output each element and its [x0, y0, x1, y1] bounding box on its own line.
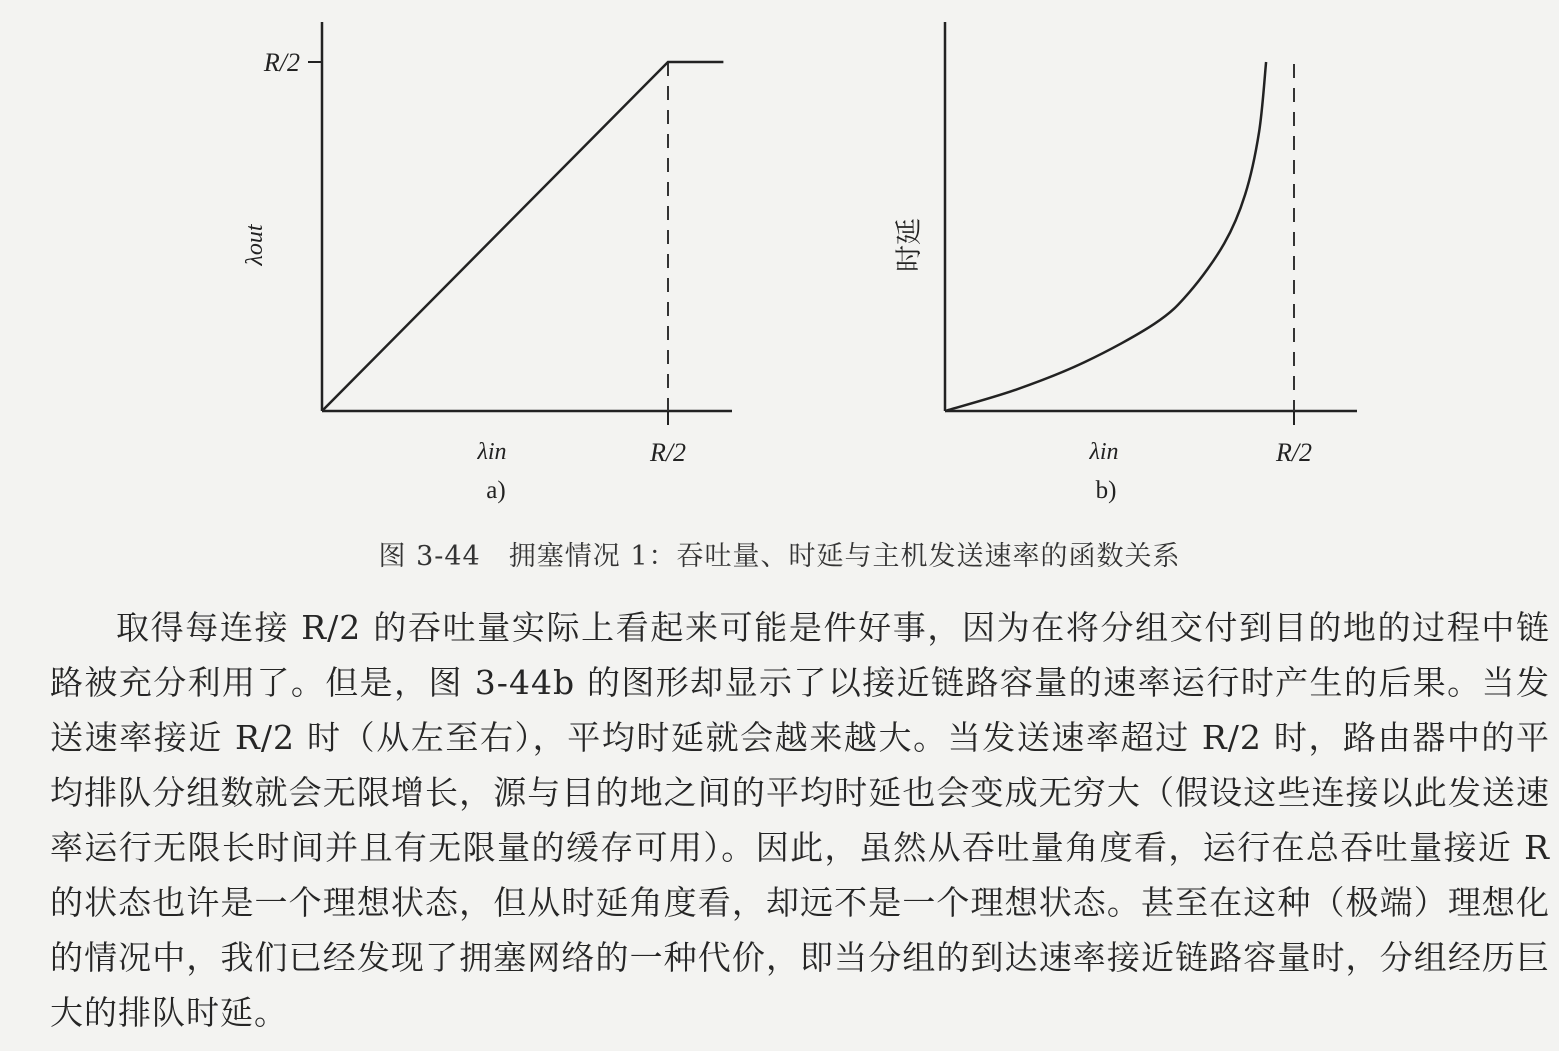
panel-b-ylabel: 时延 [894, 218, 924, 272]
panel-b [894, 22, 1357, 504]
figure-caption [0, 534, 1559, 573]
panel-b-label: b) [1095, 477, 1117, 504]
panel-a-y-tick-label: R/2 [263, 48, 300, 77]
body-paragraph-block [50, 600, 1550, 1040]
figure-caption-text: 拥塞情况 1：吞吐量、时延与主机发送速率的函数关系 [508, 541, 1181, 572]
figure-number: 图 3-44 [378, 541, 481, 572]
panel-b-delay-curve [945, 62, 1266, 411]
body-paragraph: 取得每连接 R/2 的吞吐量实际上看起来可能是件好事，因为在将分组交付到目的地的过程中链路被充分利用了。但是，图 3-44b 的图形却显示了以接近链路容量的速率运行时产生的后果。当发送速率接近 R/2 时（从左至右），平均时延就会越来越大。当发送速率超过 R/2 时，路由器中的平均排队分组数就会无限增长，源与目的地之间的平均时延也会变成无穷大（假设这些连接以此发送速率运行无限长时间并且有无限量的缓存可用）。因此，虽然从吞吐量角度看，运行在总吞吐量接近 R 的状态也许是一个理想状态，但从时延角度看，却远不是一个理想状态。甚至在这种（极端）理想化的情况中，我们已经发现了拥塞网络的一种代价，即当分组的到达速率接近链路容量时，分组经历巨大的排队时延。 [50, 608, 1550, 1032]
panel-a-throughput-line [322, 62, 723, 411]
panel-a-x-tick-label: R/2 [649, 438, 687, 467]
panel-b-xlabel: λin [1089, 439, 1119, 465]
panel-a [242, 22, 732, 504]
panel-b-x-tick-label: R/2 [1275, 438, 1313, 467]
panel-a-ylabel: λout [242, 224, 268, 266]
panel-a-label: a) [486, 477, 506, 504]
panel-a-xlabel: λin [477, 439, 507, 465]
